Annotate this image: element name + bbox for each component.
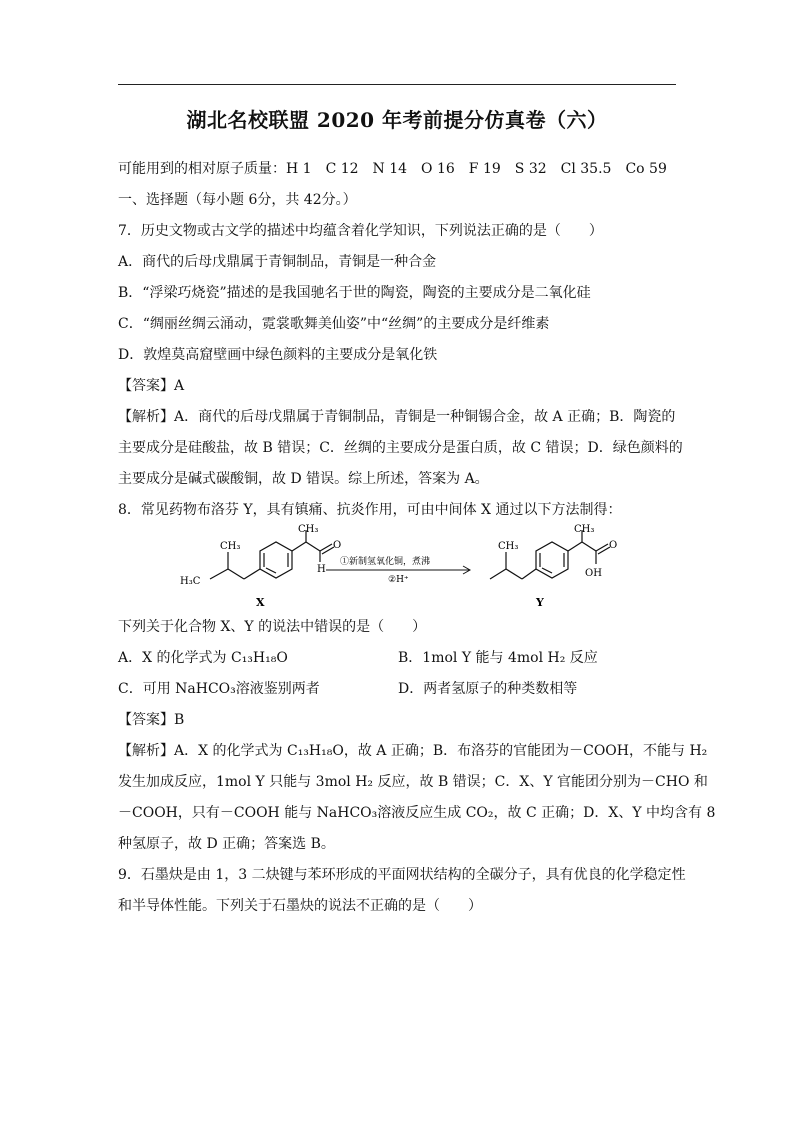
hydroxyl-label: OH	[585, 568, 602, 579]
ch3-label: CH₃	[220, 541, 241, 552]
reaction-arrow	[326, 566, 470, 574]
q8-option-b: B．1mol Y 能与 4mol H₂ 反应	[398, 650, 598, 666]
q7-answer: 【答案】A	[118, 378, 185, 394]
ch3-label: CH₃	[574, 524, 595, 535]
q8-explanation-line: 【解析】A．X 的化学式为 C₁₃H₁₈O，故 A 正确；B．布洛芬的官能团为－COOH，不能与 H₂	[118, 743, 708, 759]
reagent-2: ②H⁺	[388, 575, 409, 585]
ch3-label: CH₃	[498, 541, 519, 552]
page-title: 湖北名校联盟 2020 年考前提分仿真卷（六）	[186, 108, 608, 132]
q7-option-d: D．敦煌莫高窟壁画中绿色颜料的主要成分是氧化铁	[118, 347, 438, 363]
oxygen-label: O	[333, 540, 342, 551]
q8-question: 下列关于化合物 X、Y 的说法中错误的是（ ）	[118, 619, 427, 635]
reaction-scheme	[180, 524, 620, 616]
q8-explanation-line: 发生加成反应，1mol Y 只能与 3mol H₂ 反应，故 B 错误；C．X、Y 官能团分别为－CHO 和	[118, 774, 708, 790]
q9-stem: 和半导体性能。下列关于石墨炔的说法不正确的是（ ）	[118, 898, 482, 914]
atomic-masses: 可能用到的相对原子质量：H 1 C 12 N 14 O 16 F 19 S 32 Cl 35.5 Co 59	[118, 161, 667, 177]
q8-stem: 8．常见药物布洛芬 Y，具有镇痛、抗炎作用，可由中间体 X 通过以下方法制得：	[118, 502, 622, 518]
q8-explanation-line: －COOH，只有－COOH 能与 NaHCO₃溶液反应生成 CO₂，故 C 正确；D．X、Y 中均含有 8	[118, 805, 716, 821]
header-rule	[118, 84, 676, 85]
h3c-label: H₃C	[180, 576, 201, 587]
q8-option-d: D．两者氢原子的种类数相等	[398, 681, 578, 697]
compound-x-label: X	[256, 596, 265, 609]
q7-option-b: B．“浮梁巧烧瓷”描述的是我国驰名于世的陶瓷，陶瓷的主要成分是二氧化硅	[118, 285, 591, 301]
ch3-label: CH₃	[298, 524, 319, 535]
q7-explanation-line: 主要成分是硅酸盐，故 B 错误；C．丝绸的主要成分是蛋白质，故 C 错误；D．绿色颜料的	[118, 440, 683, 456]
reagent-1: ①新制氢氧化铜，煮沸	[340, 557, 431, 567]
compound-y-label: Y	[536, 596, 544, 609]
section-heading: 一、选择题（每小题 6分，共 42分。）	[118, 192, 357, 208]
q7-stem: 7．历史文物或古文学的描述中均蕴含着化学知识，下列说法正确的是（ ）	[118, 223, 603, 239]
q7-option-a: A．商代的后母戊鼎属于青铜制品，青铜是一种合金	[118, 254, 437, 270]
q8-option-a: A．X 的化学式为 C₁₃H₁₈O	[118, 650, 288, 666]
q7-option-c: C．“绸丽丝绸云涌动，霓裳歌舞美仙姿”中“丝绸”的主要成分是纤维素	[118, 316, 550, 332]
molecule-x	[210, 530, 334, 579]
q9-stem: 9．石墨炔是由 1，3 二炔键与苯环形成的平面网状结构的全碳分子，具有优良的化学稳定性	[118, 867, 686, 883]
q7-explanation-line: 【解析】A．商代的后母戊鼎属于青铜制品，青铜是一种铜锡合金，故 A 正确；B．陶瓷的	[118, 409, 676, 425]
hydrogen-label: H	[317, 564, 326, 575]
oxygen-label: O	[609, 540, 618, 551]
q7-explanation-line: 主要成分是碱式碳酸铜，故 D 错误。综上所述，答案为 A。	[118, 471, 489, 487]
q8-answer: 【答案】B	[118, 712, 185, 728]
q8-option-c: C．可用 NaHCO₃溶液鉴别两者	[118, 681, 320, 697]
q8-explanation-line: 种氢原子，故 D 正确；答案选 B。	[118, 836, 335, 852]
